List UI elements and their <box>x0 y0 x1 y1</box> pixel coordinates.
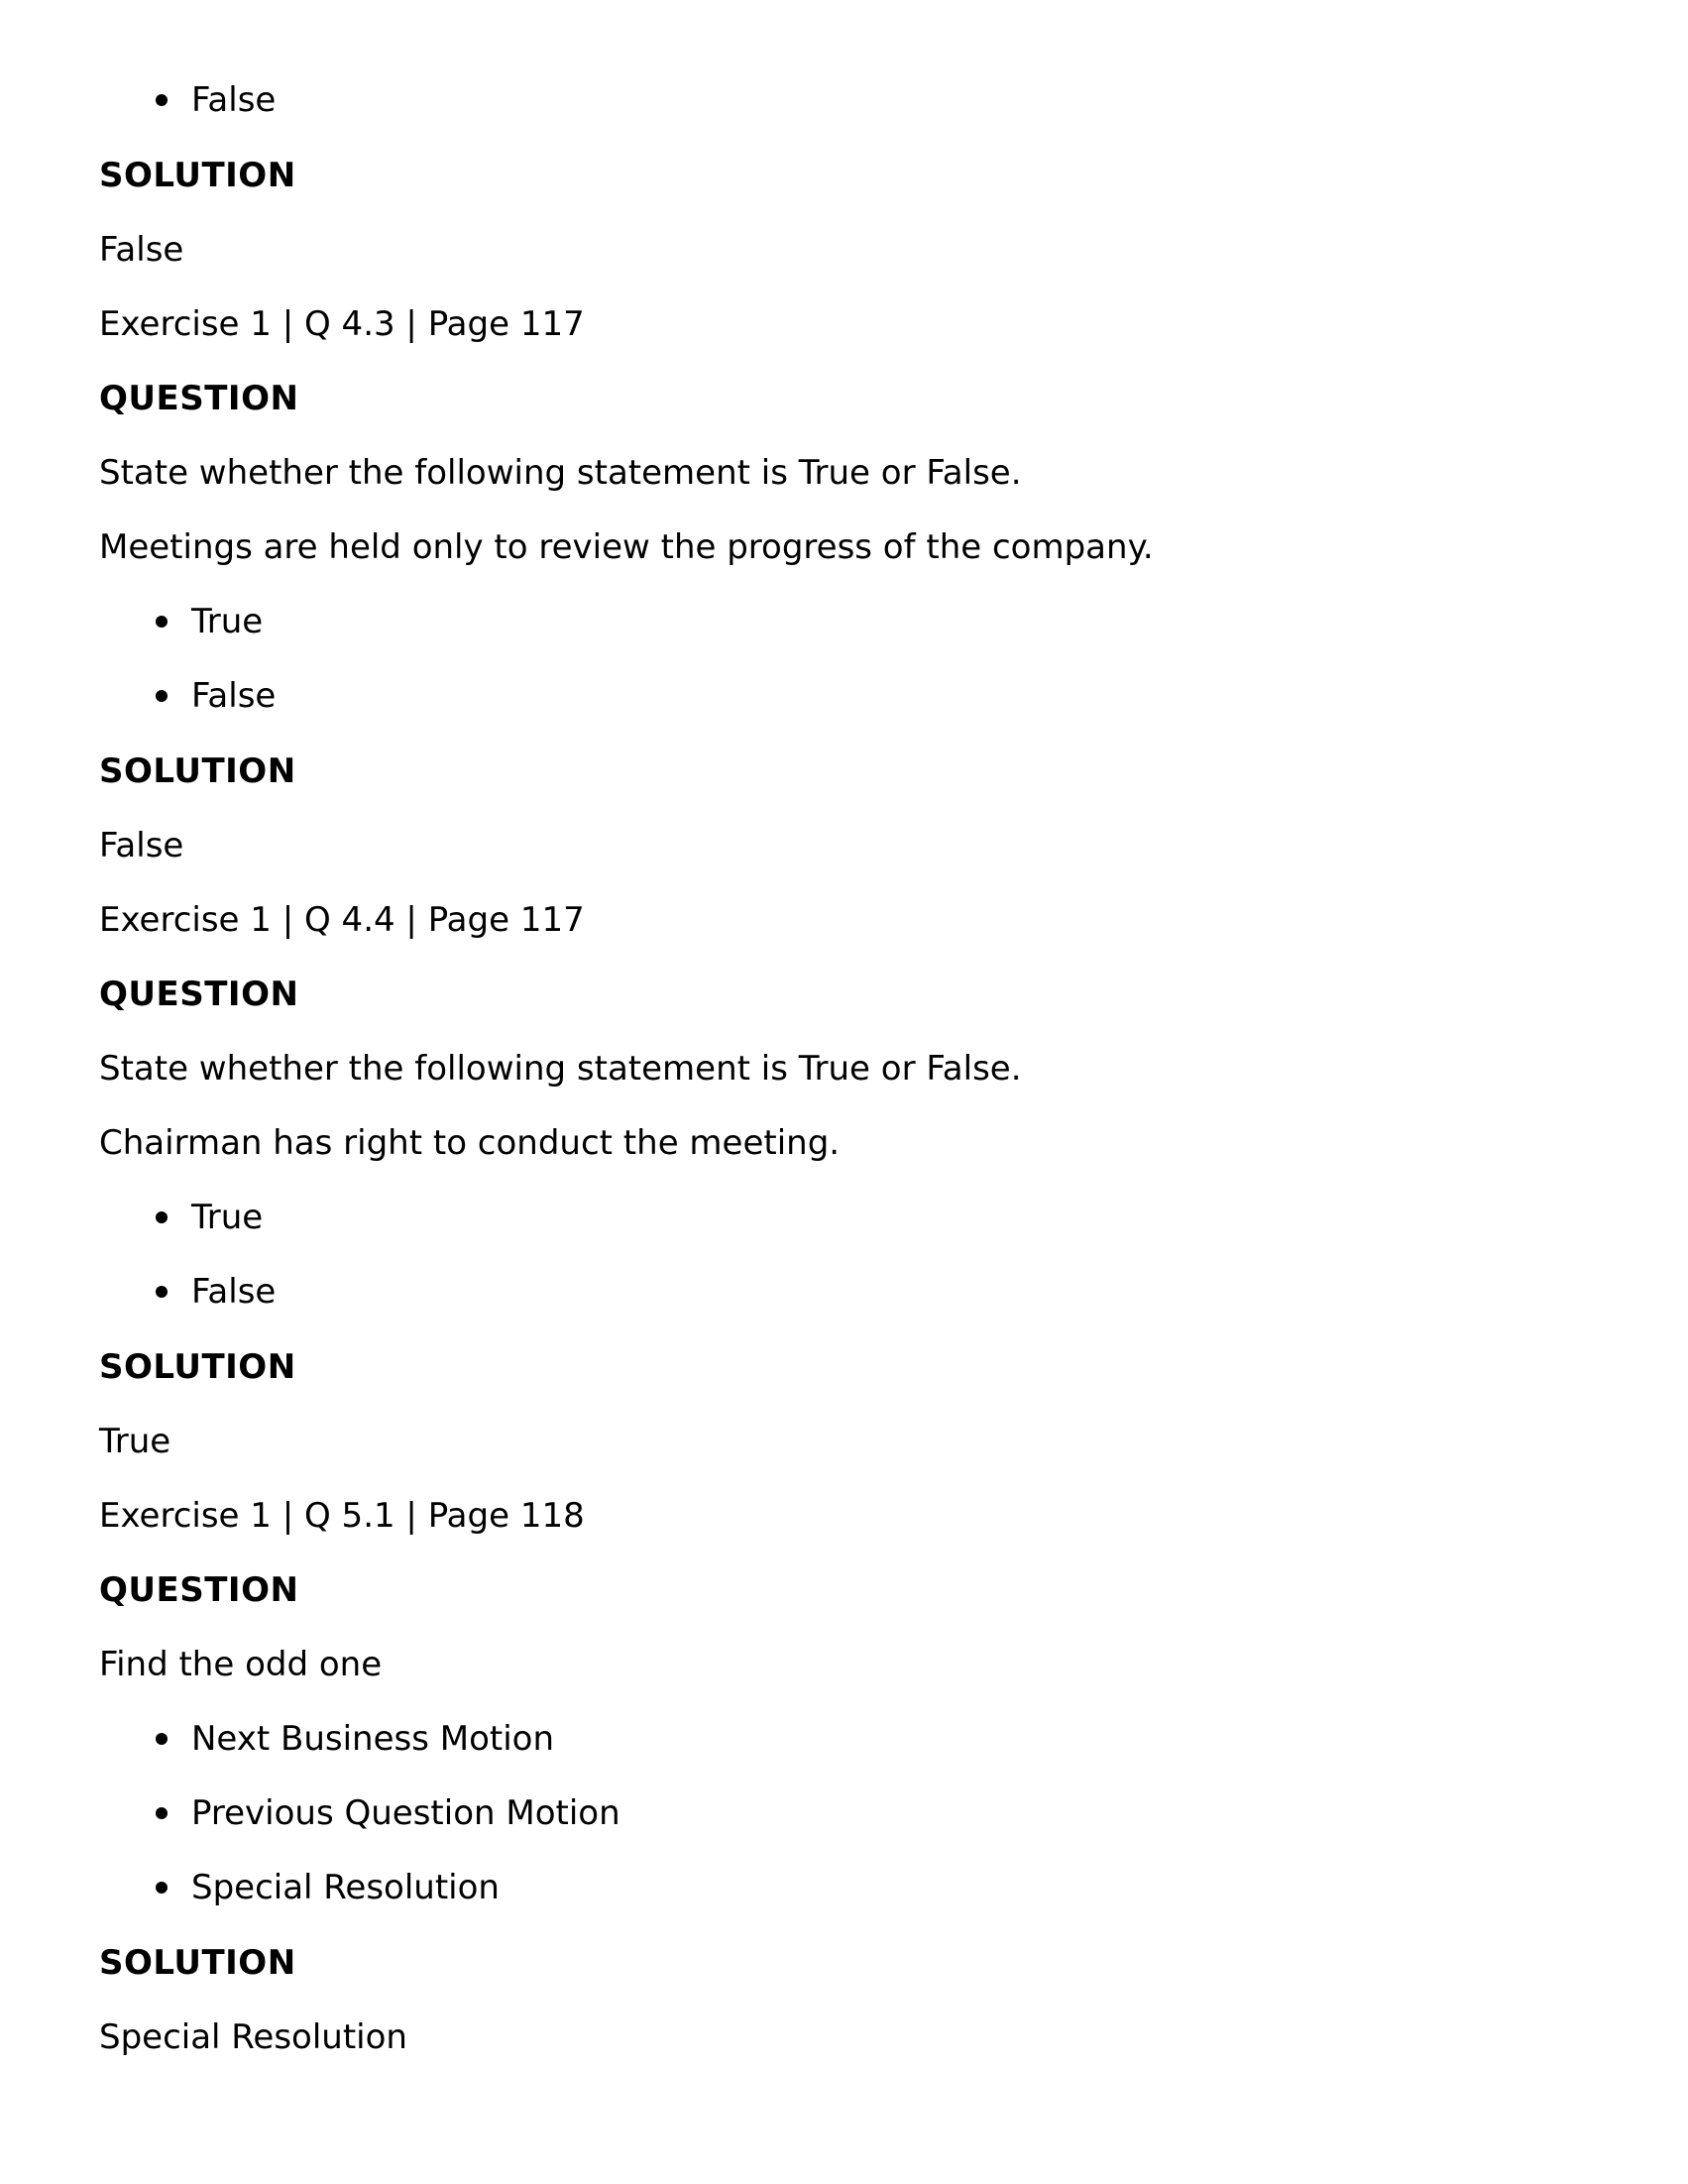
option-text: False <box>191 1272 277 1312</box>
option-item <box>191 602 263 641</box>
bullet-icon <box>156 1733 168 1745</box>
option-item <box>191 1198 263 1237</box>
exercise-reference: Exercise 1 | Q 4.4 | Page 117 <box>99 900 585 940</box>
option-text: False <box>191 676 277 716</box>
option-text: Previous Question Motion <box>191 1793 620 1833</box>
question-instruction: State whether the following statement is True or False. <box>99 1049 1022 1089</box>
question-statement: Meetings are held only to review the progress of the company. <box>99 527 1154 567</box>
option-text: True <box>191 602 264 641</box>
solution-heading: SOLUTION <box>99 751 296 791</box>
question-heading: QUESTION <box>99 379 299 418</box>
exercise-reference: Exercise 1 | Q 5.1 | Page 118 <box>99 1496 585 1536</box>
option-item <box>191 1272 276 1312</box>
bullet-icon <box>156 690 168 702</box>
solution-answer: True <box>99 1422 171 1461</box>
option-text: Next Business Motion <box>191 1719 555 1759</box>
bullet-icon <box>156 1211 168 1223</box>
option-item <box>191 676 276 716</box>
option-text: Special Resolution <box>191 1868 500 1907</box>
solution-answer: False <box>99 826 184 865</box>
question-heading: QUESTION <box>99 1570 299 1610</box>
bullet-icon <box>156 616 168 628</box>
option-item <box>191 1868 500 1907</box>
bullet-icon <box>156 94 168 106</box>
solution-heading: SOLUTION <box>99 156 296 195</box>
exercise-reference: Exercise 1 | Q 4.3 | Page 117 <box>99 304 585 344</box>
option-text: True <box>191 1198 264 1237</box>
question-instruction: State whether the following statement is True or False. <box>99 453 1022 493</box>
solution-answer: False <box>99 230 184 270</box>
option-item <box>191 1793 620 1833</box>
solution-heading: SOLUTION <box>99 1347 296 1387</box>
solution-answer: Special Resolution <box>99 2017 407 2057</box>
solution-heading: SOLUTION <box>99 1943 296 1983</box>
bullet-icon <box>156 1882 168 1894</box>
question-statement: Chairman has right to conduct the meeting. <box>99 1123 841 1163</box>
question-statement: Find the odd one <box>99 1645 383 1684</box>
bullet-icon <box>156 1807 168 1819</box>
question-heading: QUESTION <box>99 975 299 1014</box>
bullet-icon <box>156 1286 168 1298</box>
option-text: False <box>191 80 277 120</box>
option-item <box>191 80 276 120</box>
option-item <box>191 1719 554 1759</box>
